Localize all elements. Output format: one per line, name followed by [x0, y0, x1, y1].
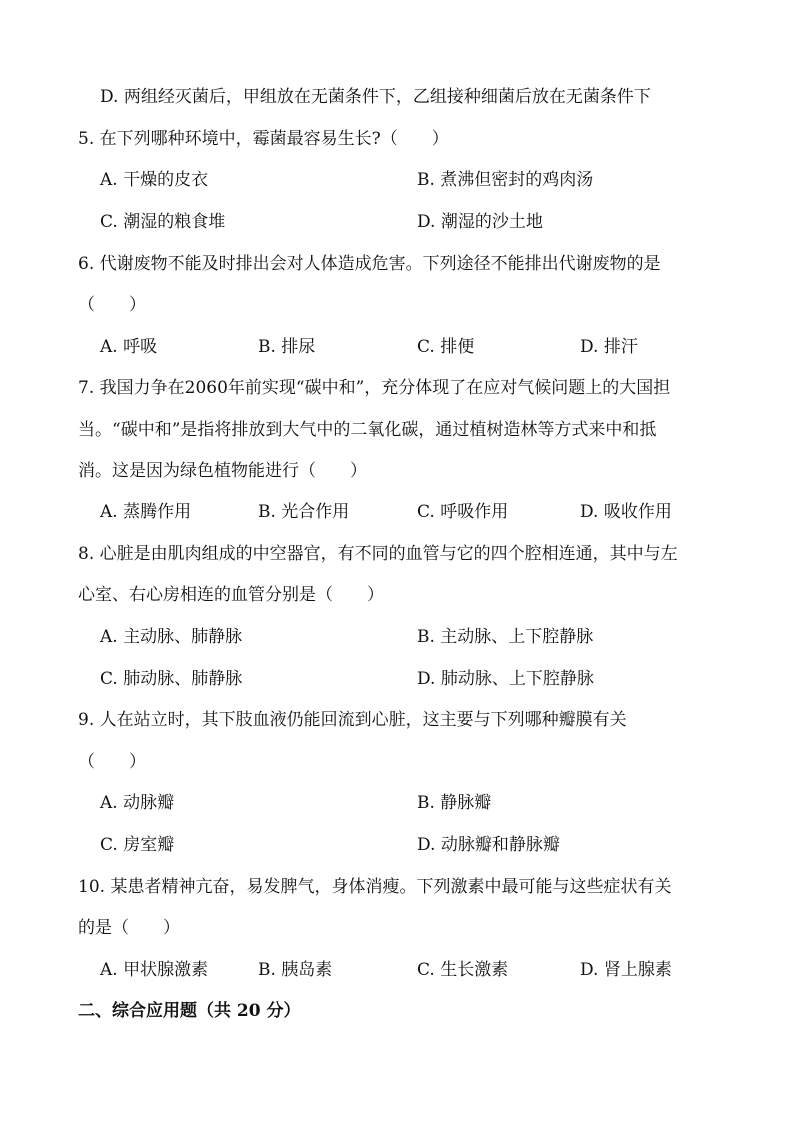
q7-stem-line2: 当。“碳中和”是指将排放到大气中的二氧化碳，通过植树造林等方式来中和抵 [78, 420, 657, 440]
q8-option-c: C. 肺动脉、肺静脉 [100, 669, 243, 689]
q5-option-c: C. 潮湿的粮食堆 [100, 212, 226, 232]
q8-stem-line2: 心室、右心房相连的血管分别是（ ） [78, 585, 384, 605]
q8-stem-line1: 8. 心脏是由肌肉组成的中空器官，有不同的血管与它的四个腔相连通，其中与左 [78, 544, 678, 564]
q7-option-d: D. 吸收作用 [580, 502, 672, 522]
q10-option-d: D. 肾上腺素 [580, 960, 672, 980]
q5-stem: 5. 在下列哪种环境中，霉菌最容易生长?（ ） [78, 129, 449, 149]
q5-option-b: B. 煮沸但密封的鸡肉汤 [417, 170, 594, 190]
q10-stem-line2: 的是（ ） [78, 918, 180, 938]
q9-stem-line2: （ ） [78, 752, 146, 772]
q7-option-c: C. 呼吸作用 [417, 502, 509, 522]
q7-stem-line1: 7. 我国力争在2060年前实现“碳中和”，充分体现了在应对气候问题上的大国担 [78, 378, 671, 398]
q8-option-b: B. 主动脉、上下腔静脉 [417, 627, 594, 647]
q7-option-b: B. 光合作用 [258, 502, 350, 522]
q6-stem-line2: （ ） [78, 295, 146, 315]
q4-option-d: D. 两组经灭菌后，甲组放在无菌条件下，乙组接种细菌后放在无菌条件下 [100, 87, 651, 107]
q8-option-a: A. 主动脉、肺静脉 [100, 627, 243, 647]
q5-option-d: D. 潮湿的沙土地 [417, 212, 543, 232]
q6-option-a: A. 呼吸 [100, 337, 158, 357]
section-heading: 二、综合应用题（共 20 分） [78, 1001, 301, 1021]
q9-option-b: B. 静脉瓣 [417, 793, 492, 813]
q6-option-d: D. 排汗 [580, 337, 638, 357]
q10-option-b: B. 胰岛素 [258, 960, 333, 980]
q10-option-a: A. 甲状腺激素 [100, 960, 209, 980]
q10-stem-line1: 10. 某患者精神亢奋，易发脾气，身体消瘦。下列激素中最可能与这些症状有关 [78, 877, 672, 897]
q7-stem-line3: 消。这是因为绿色植物能进行（ ） [78, 461, 367, 481]
q9-option-a: A. 动脉瓣 [100, 793, 175, 813]
q6-option-c: C. 排便 [417, 337, 475, 357]
q9-stem-line1: 9. 人在站立时，其下肢血液仍能回流到心脏，这主要与下列哪种瓣膜有关 [78, 710, 627, 730]
q5-option-a: A. 干燥的皮衣 [100, 170, 209, 190]
q8-option-d: D. 肺动脉、上下腔静脉 [417, 669, 594, 689]
q9-option-d: D. 动脉瓣和静脉瓣 [417, 835, 560, 855]
q6-stem-line1: 6. 代谢废物不能及时排出会对人体造成危害。下列途径不能排出代谢废物的是 [78, 254, 661, 274]
q6-option-b: B. 排尿 [258, 337, 316, 357]
q7-option-a: A. 蒸腾作用 [100, 502, 192, 522]
q9-option-c: C. 房室瓣 [100, 835, 175, 855]
q10-option-c: C. 生长激素 [417, 960, 509, 980]
